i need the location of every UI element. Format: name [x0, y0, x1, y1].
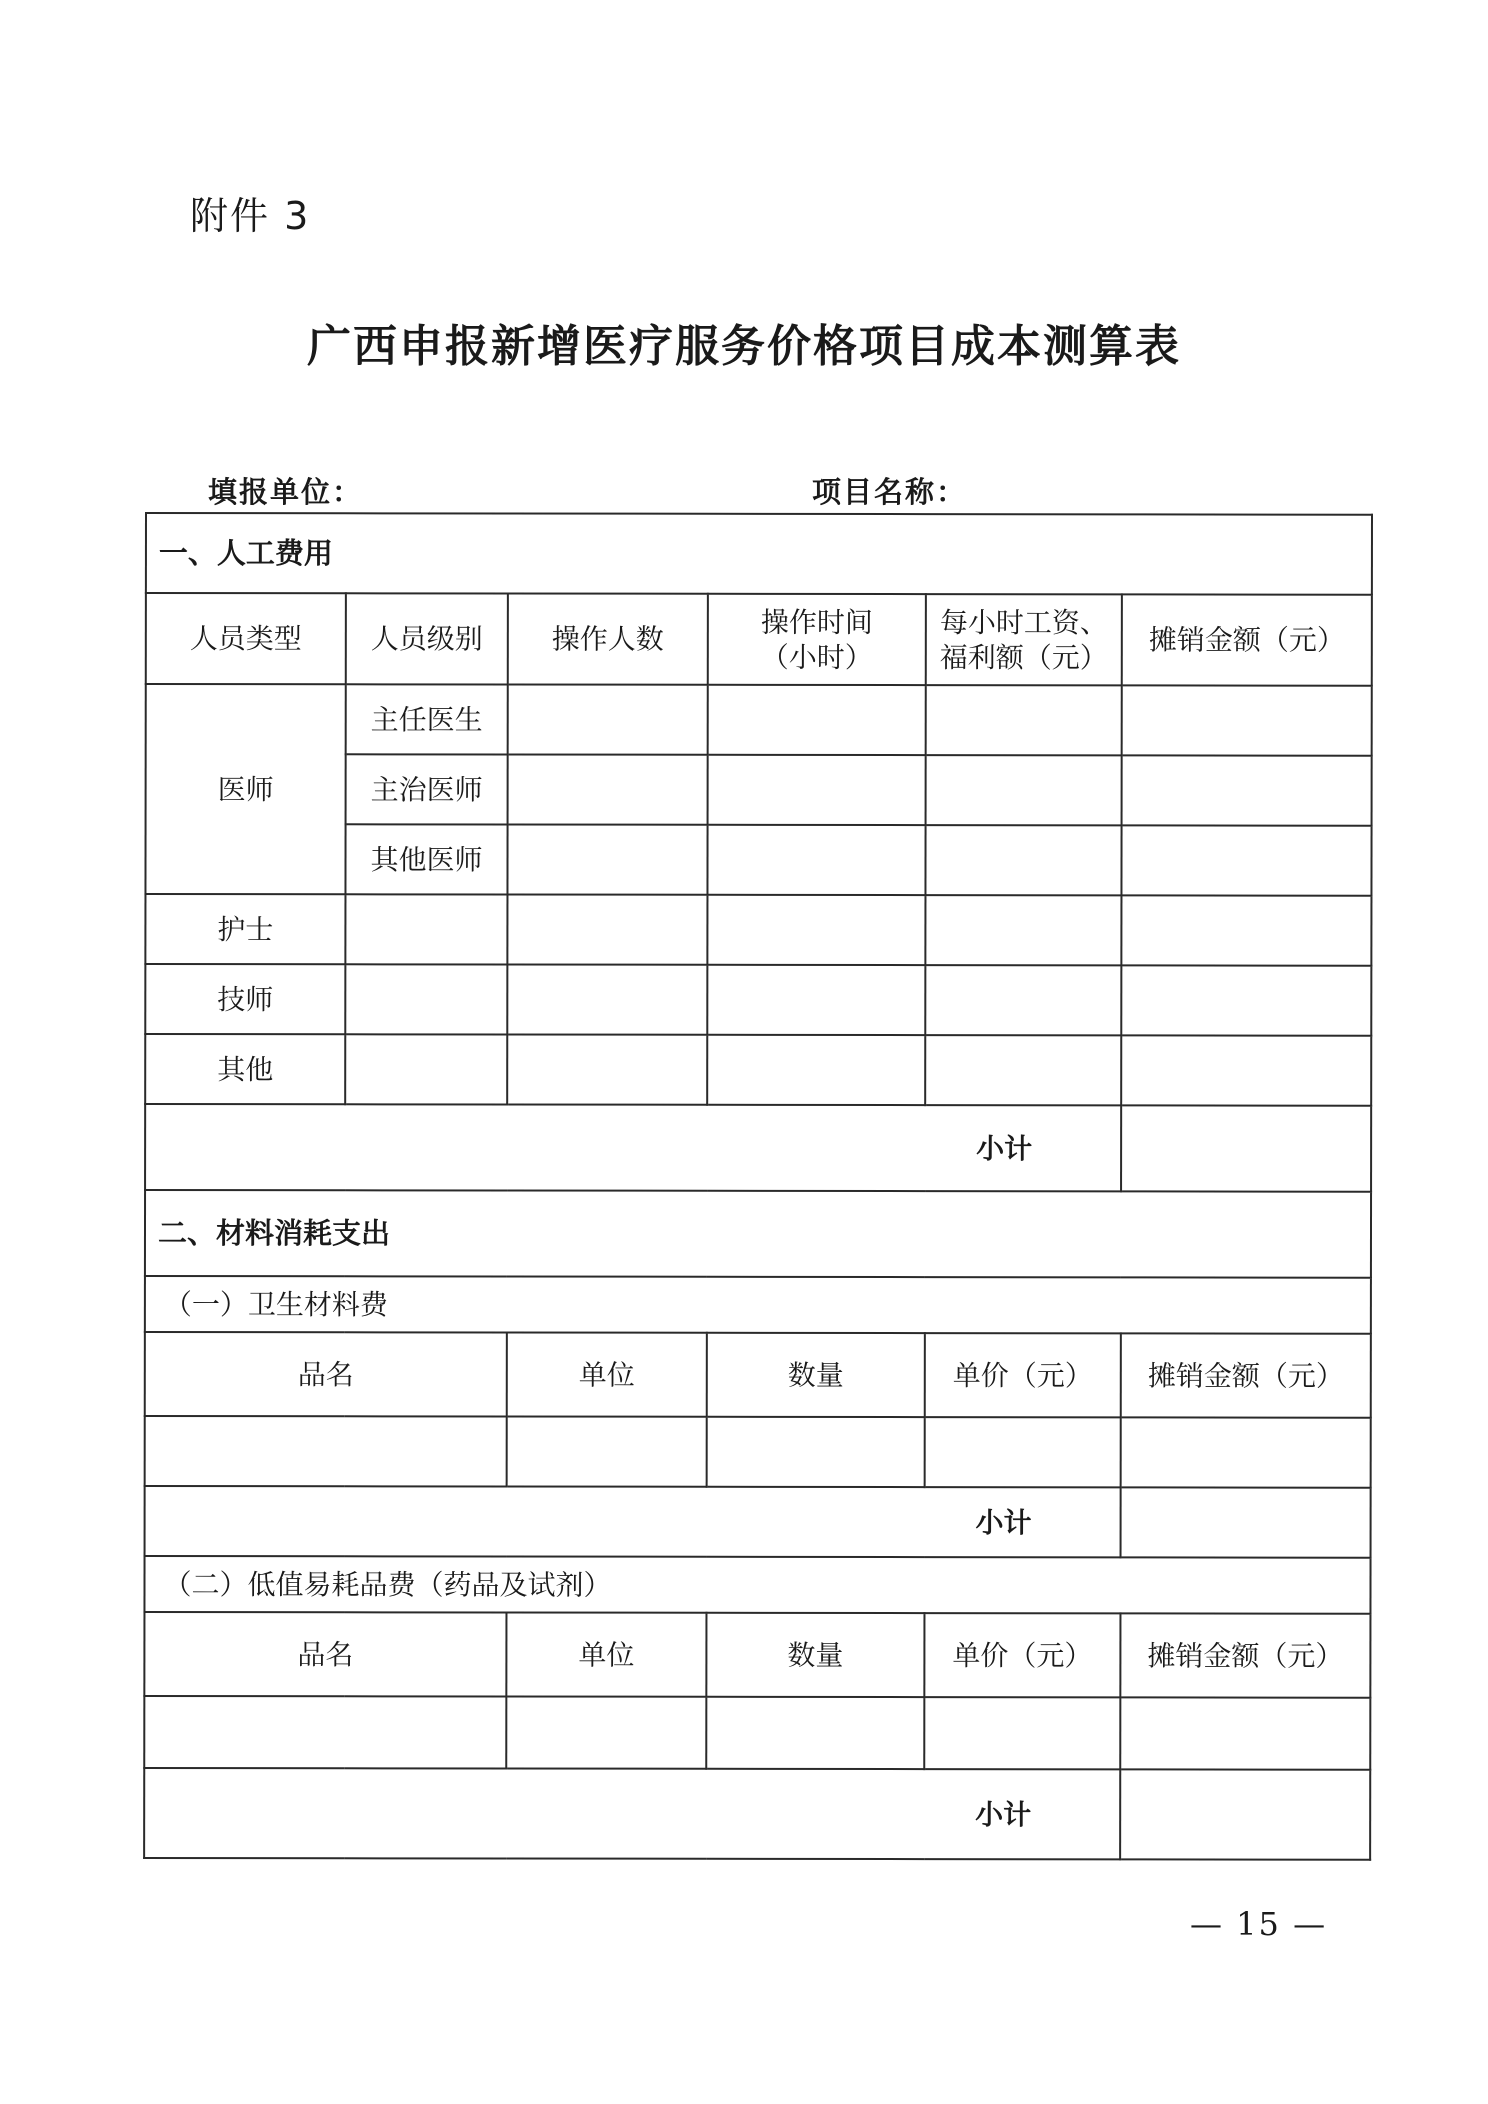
sanitary-subtotal-value[interactable] — [1121, 1487, 1371, 1557]
header-amortized-amount: 摊销金额（元） — [1120, 1613, 1370, 1697]
fill-project-label: 项目名称： — [812, 475, 968, 509]
header-item-name: 品名 — [144, 1612, 506, 1697]
input-cell[interactable] — [707, 1035, 925, 1105]
input-cell[interactable] — [1121, 1035, 1371, 1105]
input-cell[interactable] — [1121, 895, 1371, 965]
input-cell[interactable] — [708, 685, 926, 755]
attachment-label: 附件 3 — [190, 194, 311, 238]
header-amortized-amount: 摊销金额（元） — [1121, 1333, 1371, 1417]
staff-type-technician: 技师 — [145, 964, 345, 1034]
header-amortized-amount: 摊销金额（元） — [1122, 594, 1372, 685]
input-cell[interactable] — [926, 685, 1122, 755]
consumables-subtotal-value[interactable] — [1120, 1769, 1370, 1859]
staff-level-chief: 主任医生 — [346, 684, 508, 754]
input-cell[interactable] — [925, 825, 1121, 895]
staff-level-other: 其他医师 — [345, 824, 507, 894]
cost-table — [143, 512, 1373, 1861]
input-cell[interactable] — [925, 1035, 1121, 1105]
header-operator-count: 操作人数 — [508, 594, 708, 685]
input-cell[interactable] — [144, 1696, 506, 1769]
header-quantity: 数量 — [706, 1613, 924, 1697]
input-cell[interactable] — [507, 1417, 707, 1487]
input-cell[interactable] — [924, 1697, 1120, 1769]
input-cell[interactable] — [1121, 825, 1371, 895]
staff-type-nurse: 护士 — [145, 894, 345, 964]
section-materials-title: 二、材料消耗支出 — [145, 1190, 1371, 1278]
header-operation-time: 操作时间 （小时） — [708, 594, 926, 685]
header-hourly-wage: 每小时工资、 福利额（元） — [926, 594, 1122, 685]
header-unit: 单位 — [506, 1613, 706, 1697]
input-cell[interactable] — [507, 895, 707, 965]
input-cell[interactable] — [506, 1697, 706, 1769]
input-cell[interactable] — [507, 965, 707, 1035]
input-cell[interactable] — [345, 1034, 507, 1104]
labor-subtotal-label: 小计 — [145, 1104, 1121, 1191]
header-unit-price: 单价（元） — [925, 1333, 1121, 1417]
form-title: 广西申报新增医疗服务价格项目成本测算表 — [307, 321, 1181, 372]
staff-type-doctor: 医师 — [145, 684, 345, 894]
input-cell[interactable] — [1122, 755, 1372, 825]
input-cell[interactable] — [345, 964, 507, 1034]
input-cell[interactable] — [508, 685, 708, 755]
fill-unit-label: 填报单位： — [208, 475, 364, 509]
header-unit: 单位 — [507, 1333, 707, 1417]
header-quantity: 数量 — [707, 1333, 925, 1417]
input-cell[interactable] — [508, 755, 708, 825]
staff-level-attending: 主治医师 — [346, 754, 508, 824]
page-number: — 15 — — [1190, 1905, 1328, 1943]
input-cell[interactable] — [1121, 1417, 1371, 1487]
header-staff-level: 人员级别 — [346, 593, 508, 684]
labor-subtotal-value[interactable] — [1121, 1105, 1371, 1191]
input-cell[interactable] — [1122, 685, 1372, 755]
input-cell[interactable] — [345, 894, 507, 964]
sanitary-subtotal-label: 小计 — [145, 1486, 1121, 1557]
input-cell[interactable] — [708, 755, 926, 825]
header-unit-price: 单价（元） — [924, 1613, 1120, 1697]
staff-type-other: 其他 — [145, 1034, 345, 1104]
input-cell[interactable] — [507, 825, 707, 895]
header-item-name: 品名 — [145, 1332, 507, 1417]
input-cell[interactable] — [925, 965, 1121, 1035]
input-cell[interactable] — [925, 1417, 1121, 1487]
input-cell[interactable] — [706, 1697, 924, 1769]
header-staff-type: 人员类型 — [146, 593, 346, 684]
input-cell[interactable] — [707, 965, 925, 1035]
input-cell[interactable] — [1120, 1697, 1370, 1769]
consumables-subtotal-label: 小计 — [144, 1768, 1120, 1859]
subsection-consumables-title: （二）低值易耗品费（药品及试剂） — [144, 1556, 1370, 1614]
input-cell[interactable] — [707, 825, 925, 895]
input-cell[interactable] — [707, 1417, 925, 1487]
input-cell[interactable] — [925, 895, 1121, 965]
input-cell[interactable] — [1121, 965, 1371, 1035]
input-cell[interactable] — [707, 895, 925, 965]
section-labor-title: 一、人工费用 — [146, 513, 1372, 595]
input-cell[interactable] — [507, 1035, 707, 1105]
input-cell[interactable] — [145, 1416, 507, 1487]
input-cell[interactable] — [926, 755, 1122, 825]
subsection-sanitary-title: （一）卫生材料费 — [145, 1276, 1371, 1334]
